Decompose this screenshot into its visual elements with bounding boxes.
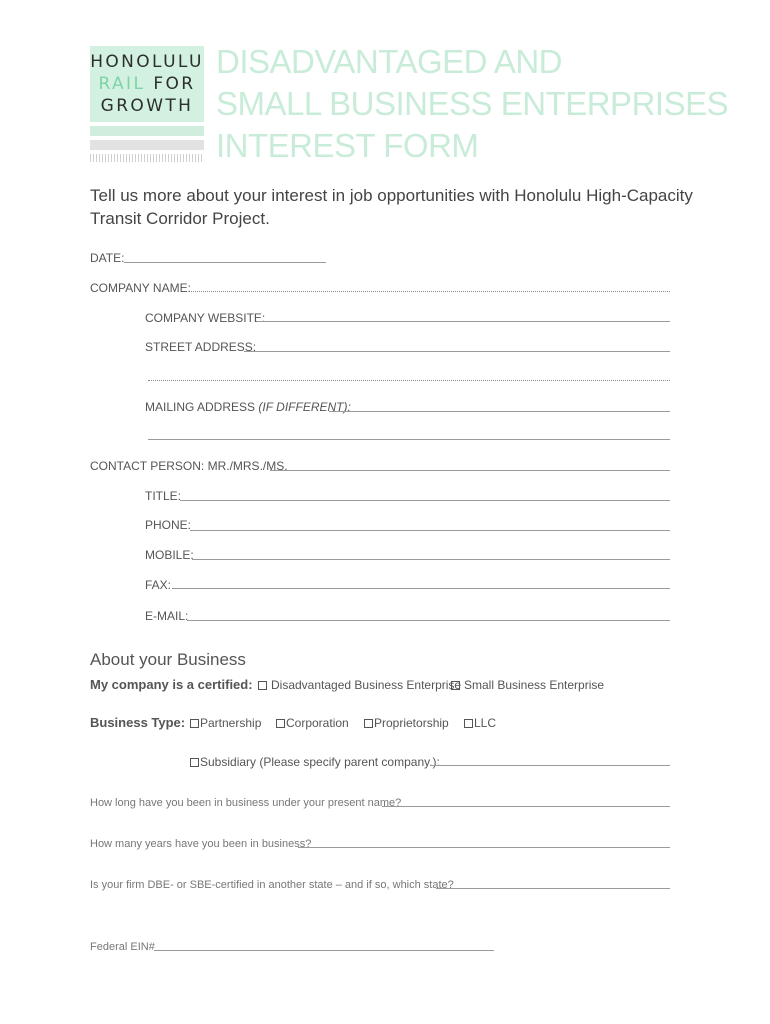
date-label: DATE:: [90, 251, 125, 265]
federal-ein-field[interactable]: [154, 950, 494, 951]
street-address-field-line-2[interactable]: [148, 380, 670, 381]
question-years-in-business: How many years have you been in business?: [90, 838, 312, 850]
checkbox-icon[interactable]: [451, 681, 460, 690]
contact-person-label: CONTACT PERSON: MR./MRS./MS.: [90, 459, 288, 473]
question-years-present-name: How long have you been in business under your present name?: [90, 797, 402, 809]
contact-person-field[interactable]: [270, 470, 670, 471]
checkbox-icon[interactable]: [276, 719, 285, 728]
mailing-address-text: MAILING ADDRESS: [145, 400, 256, 414]
certified-label: My company is a certified:: [90, 677, 253, 692]
mailing-address-note: (IF DIFFERENT):: [258, 400, 351, 414]
title-field[interactable]: [180, 500, 670, 501]
fax-label: FAX:: [145, 578, 172, 592]
checkbox-icon[interactable]: [258, 681, 267, 690]
title-line-3: INTEREST FORM: [216, 127, 479, 164]
title-line-2: SMALL BUSINESS ENTERPRISES: [216, 85, 729, 122]
mailing-address-label: [145, 400, 351, 414]
question-other-state-cert: Is your firm DBE- or SBE-certified in another state – and if so, which state?: [90, 879, 454, 891]
partnership-checkbox-option[interactable]: [190, 716, 261, 730]
email-label: E-MAIL:: [145, 609, 189, 623]
proprietorship-checkbox-option[interactable]: [364, 716, 449, 730]
email-field[interactable]: [187, 620, 670, 621]
checkbox-icon[interactable]: [464, 719, 473, 728]
other-state-cert-field[interactable]: [436, 888, 670, 889]
company-name-label: COMPANY NAME:: [90, 281, 191, 295]
proprietorship-label: Proprietorship: [374, 716, 449, 730]
logo-for: FOR: [153, 74, 196, 94]
mailing-address-field-line-2[interactable]: [148, 439, 670, 440]
logo-bar-green: [90, 126, 204, 136]
company-website-field[interactable]: [257, 321, 670, 322]
phone-label: PHONE:: [145, 518, 192, 532]
sbe-checkbox-option[interactable]: [451, 678, 604, 692]
years-in-business-field[interactable]: [298, 847, 670, 848]
sbe-option-label: Small Business Enterprise: [464, 678, 605, 692]
mailing-address-field[interactable]: [329, 411, 670, 412]
logo-bar-stripes: [90, 154, 204, 162]
fax-field[interactable]: [172, 588, 670, 589]
company-website-label: COMPANY WEBSITE:: [145, 311, 266, 325]
street-address-field[interactable]: [244, 351, 670, 352]
logo-rail: RAIL: [98, 74, 146, 94]
business-type-label: Business Type:: [90, 715, 186, 730]
title-line-1: DISADVANTAGED AND: [216, 43, 563, 80]
llc-label: LLC: [474, 716, 497, 730]
llc-checkbox-option[interactable]: [464, 716, 496, 730]
honolulu-rail-logo: [90, 46, 204, 122]
street-address-label: STREET ADDRESS:: [145, 340, 257, 354]
title-label: TITLE:: [145, 489, 182, 503]
checkbox-icon[interactable]: [190, 719, 199, 728]
logo-line-growth: GROWTH: [100, 96, 194, 116]
years-present-name-field[interactable]: [382, 806, 670, 807]
mobile-label: MOBILE:: [145, 548, 194, 562]
dbe-checkbox-option[interactable]: [258, 678, 461, 692]
logo-bar-gray: [90, 140, 204, 150]
mobile-field[interactable]: [192, 559, 670, 560]
dbe-option-label: Disadvantaged Business Enterprise: [271, 678, 462, 692]
logo-line-honolulu: HONOLULU: [90, 52, 204, 72]
subsidiary-field[interactable]: [432, 765, 670, 766]
subsidiary-checkbox-option[interactable]: [190, 755, 440, 769]
partnership-label: Partnership: [200, 716, 262, 730]
corporation-label: Corporation: [286, 716, 349, 730]
subsidiary-label: Subsidiary (Please specify parent company.):: [200, 755, 440, 769]
corporation-checkbox-option[interactable]: [276, 716, 349, 730]
checkbox-icon[interactable]: [190, 758, 199, 767]
intro-text: Tell us more about your interest in job opportunities with Honolulu High-Capacity Transit Corridor Project.: [90, 186, 693, 228]
phone-field[interactable]: [190, 530, 670, 531]
about-business-heading: About your Business: [90, 650, 246, 669]
federal-ein-label: Federal EIN#: [90, 941, 155, 953]
company-name-field[interactable]: [191, 291, 670, 292]
logo-line-rail-for: [90, 74, 204, 94]
date-field[interactable]: [124, 262, 326, 263]
checkbox-icon[interactable]: [364, 719, 373, 728]
